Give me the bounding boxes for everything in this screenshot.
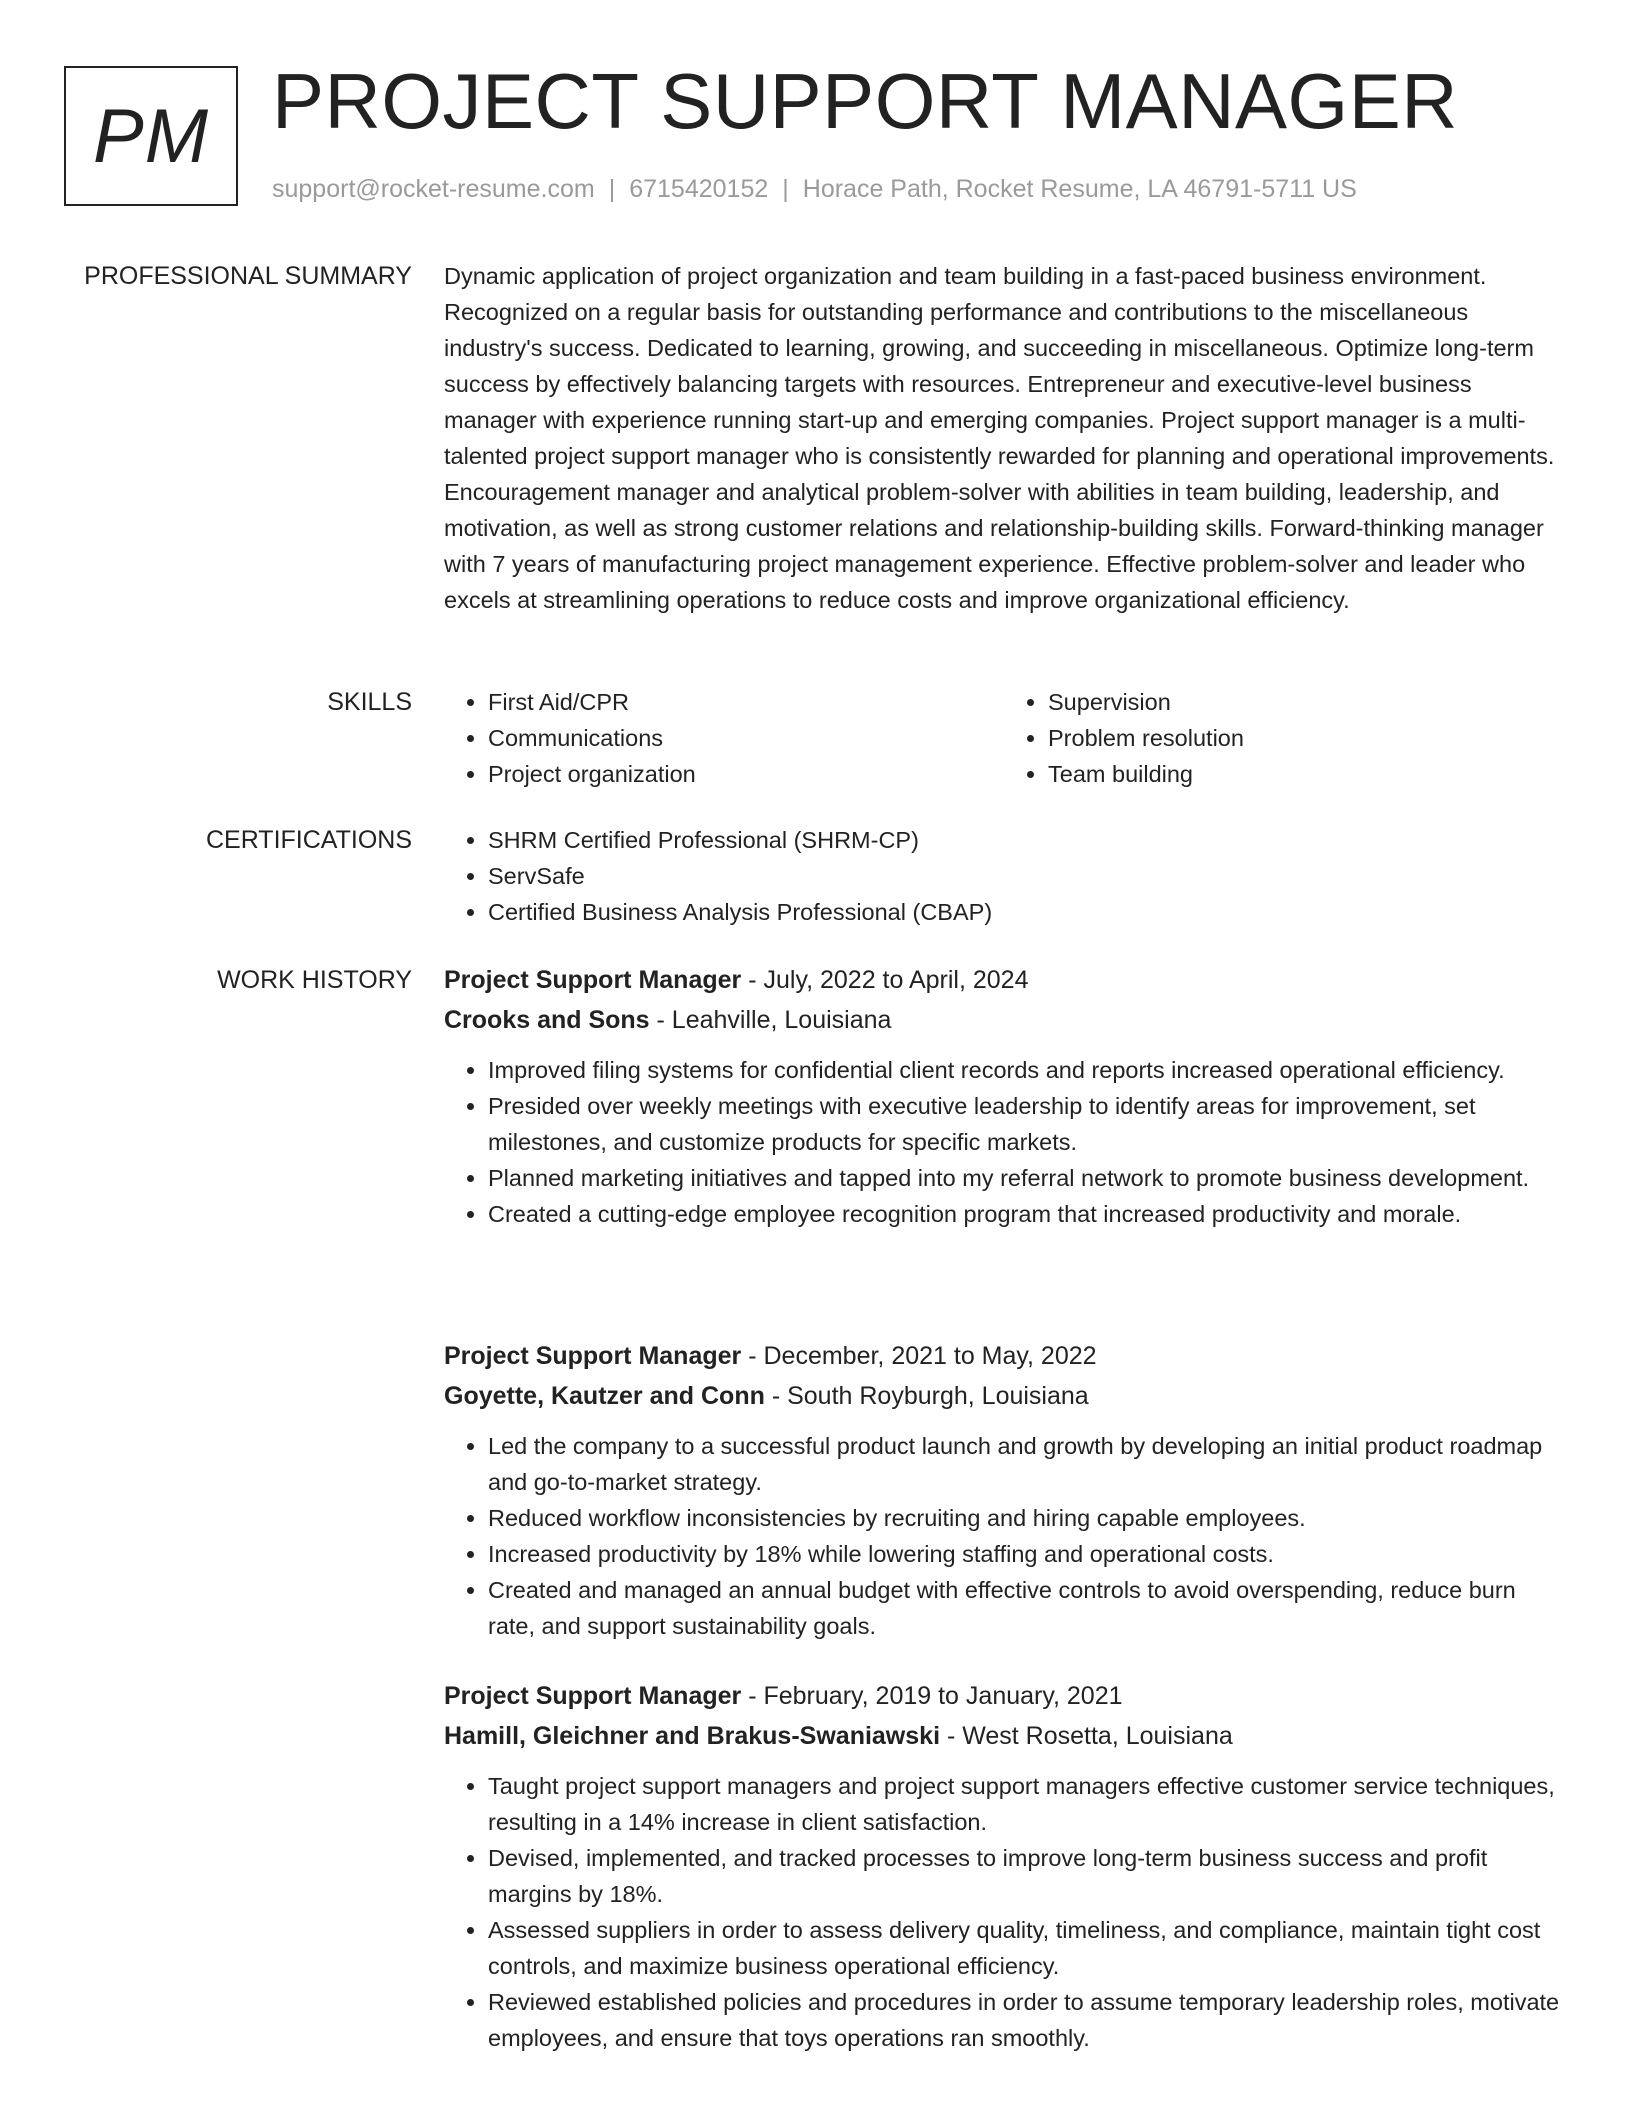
job-company: Crooks and Sons xyxy=(444,1006,650,1034)
certification-item: • ServSafe xyxy=(488,858,1564,894)
page-title: PROJECT SUPPORT MANAGER xyxy=(272,57,1459,145)
job-bullets xyxy=(444,1428,1564,1644)
skills-list-left xyxy=(444,684,1004,792)
contact-address: Horace Path, Rocket Resume, LA 46791-5711 US xyxy=(802,175,1357,203)
summary-text: Dynamic application of project organization and team building in a fast-paced business environment. Recognized on a regular basis for outstanding performance and contributions to the miscellaneous industry's success. Dedicated to learning, growing, and succeeding in miscellaneous. Optimize long-term success by effectively balancing targets with resources. Entrepreneur and executive-level business manager with experience running start-up and emerging companies. Project support manager is a multi-talented project support manager who is consistently rewarded for planning and operational improvements. Encouragement manager and analytical problem-solver with abilities in team building, leadership, and motivation, as well as strong customer relations and relationship-building skills. Forward-thinking manager with 7 years of manufacturing project management experience. Effective problem-solver and leader who excels at streamlining operations to reduce costs and improve organizational efficiency. xyxy=(444,263,1555,613)
job-bullet: • Created and managed an annual budget with effective controls to avoid overspending, reduce burn rate, and support sustainability goals. xyxy=(488,1572,1564,1644)
certification-item: • SHRM Certified Professional (SHRM-CP) xyxy=(488,822,1564,858)
job-bullet: • Devised, implemented, and tracked processes to improve long-term business success and profit margins by 18%. xyxy=(488,1840,1564,1912)
monogram-logo: PM xyxy=(64,66,238,206)
job-location: - South Royburgh, Louisiana xyxy=(764,1382,1089,1410)
contact-phone[interactable]: 6715420152 xyxy=(629,175,769,203)
section-label-work-history: WORK HISTORY xyxy=(217,966,412,994)
job-company: Goyette, Kautzer and Conn xyxy=(444,1382,765,1410)
job-title-line xyxy=(444,960,1564,1000)
summary-body xyxy=(444,258,1564,618)
section-label-certifications: CERTIFICATIONS xyxy=(205,826,412,854)
contact-line xyxy=(272,174,1357,204)
certifications-body xyxy=(444,822,1564,930)
skill-item: • Supervision xyxy=(1048,684,1564,720)
job-entry xyxy=(444,960,1564,1232)
job-company-line xyxy=(444,1716,1564,1756)
job-bullet: • Reduced workflow inconsistencies by recruiting and hiring capable employees. xyxy=(488,1500,1564,1536)
job-bullet: • Increased productivity by 18% while lowering staffing and operational costs. xyxy=(488,1536,1564,1572)
job-bullets xyxy=(444,1768,1564,2056)
job-title: Project Support Manager xyxy=(444,1342,742,1370)
skill-item: • Communications xyxy=(488,720,1004,756)
job-location: - West Rosetta, Louisiana xyxy=(940,1722,1233,1750)
job-bullets xyxy=(444,1052,1564,1232)
job-bullet: • Presided over weekly meetings with executive leadership to identify areas for improvement, set milestones, and customize products for specific markets. xyxy=(488,1088,1564,1160)
certifications-list xyxy=(444,822,1564,930)
job-dates: - July, 2022 to April, 2024 xyxy=(741,966,1029,994)
job-dates: - February, 2019 to January, 2021 xyxy=(741,1682,1123,1710)
job-bullet: • Reviewed established policies and procedures in order to assume temporary leadership roles, motivate employees, and ensure that toys operations ran smoothly. xyxy=(488,1984,1564,2056)
job-location: - Leahville, Louisiana xyxy=(649,1006,892,1034)
skill-item: • First Aid/CPR xyxy=(488,684,1004,720)
certification-item: • Certified Business Analysis Professional (CBAP) xyxy=(488,894,1564,930)
job-bullet: • Assessed suppliers in order to assess delivery quality, timeliness, and compliance, maintain tight cost controls, and maximize business operational efficiency. xyxy=(488,1912,1564,1984)
job-bullet: • Planned marketing initiatives and tapped into my referral network to promote business development. xyxy=(488,1160,1564,1196)
job-bullet: • Led the company to a successful product launch and growth by developing an initial product roadmap and go-to-market strategy. xyxy=(488,1428,1564,1500)
skill-item: • Team building xyxy=(1048,756,1564,792)
contact-separator: | xyxy=(608,175,616,203)
skill-item: • Project organization xyxy=(488,756,1004,792)
section-label-skills: SKILLS xyxy=(327,688,412,716)
job-title: Project Support Manager xyxy=(444,1682,742,1710)
job-bullet: • Taught project support managers and project support managers effective customer service techniques, resulting in a 14% increase in client satisfaction. xyxy=(488,1768,1564,1840)
job-company-line xyxy=(444,1000,1564,1040)
job-bullet: • Created a cutting-edge employee recognition program that increased productivity and morale. xyxy=(488,1196,1564,1232)
job-title-line xyxy=(444,1676,1564,1716)
job-company: Hamill, Gleichner and Brakus-Swaniawski xyxy=(444,1722,941,1750)
job-entry xyxy=(444,1676,1564,2056)
contact-separator: | xyxy=(782,175,789,203)
skills-body xyxy=(444,684,1564,792)
section-label-summary: PROFESSIONAL SUMMARY xyxy=(84,262,412,290)
job-company-line xyxy=(444,1376,1564,1416)
job-dates: - December, 2021 to May, 2022 xyxy=(741,1342,1097,1370)
contact-email[interactable]: support@rocket-resume.com xyxy=(272,175,595,203)
skills-list-right xyxy=(1004,684,1564,792)
job-title-line xyxy=(444,1336,1564,1376)
job-entry xyxy=(444,1336,1564,1644)
skill-item: • Problem resolution xyxy=(1048,720,1564,756)
job-title: Project Support Manager xyxy=(444,966,742,994)
job-bullet: • Improved filing systems for confidential client records and reports increased operational efficiency. xyxy=(488,1052,1564,1088)
